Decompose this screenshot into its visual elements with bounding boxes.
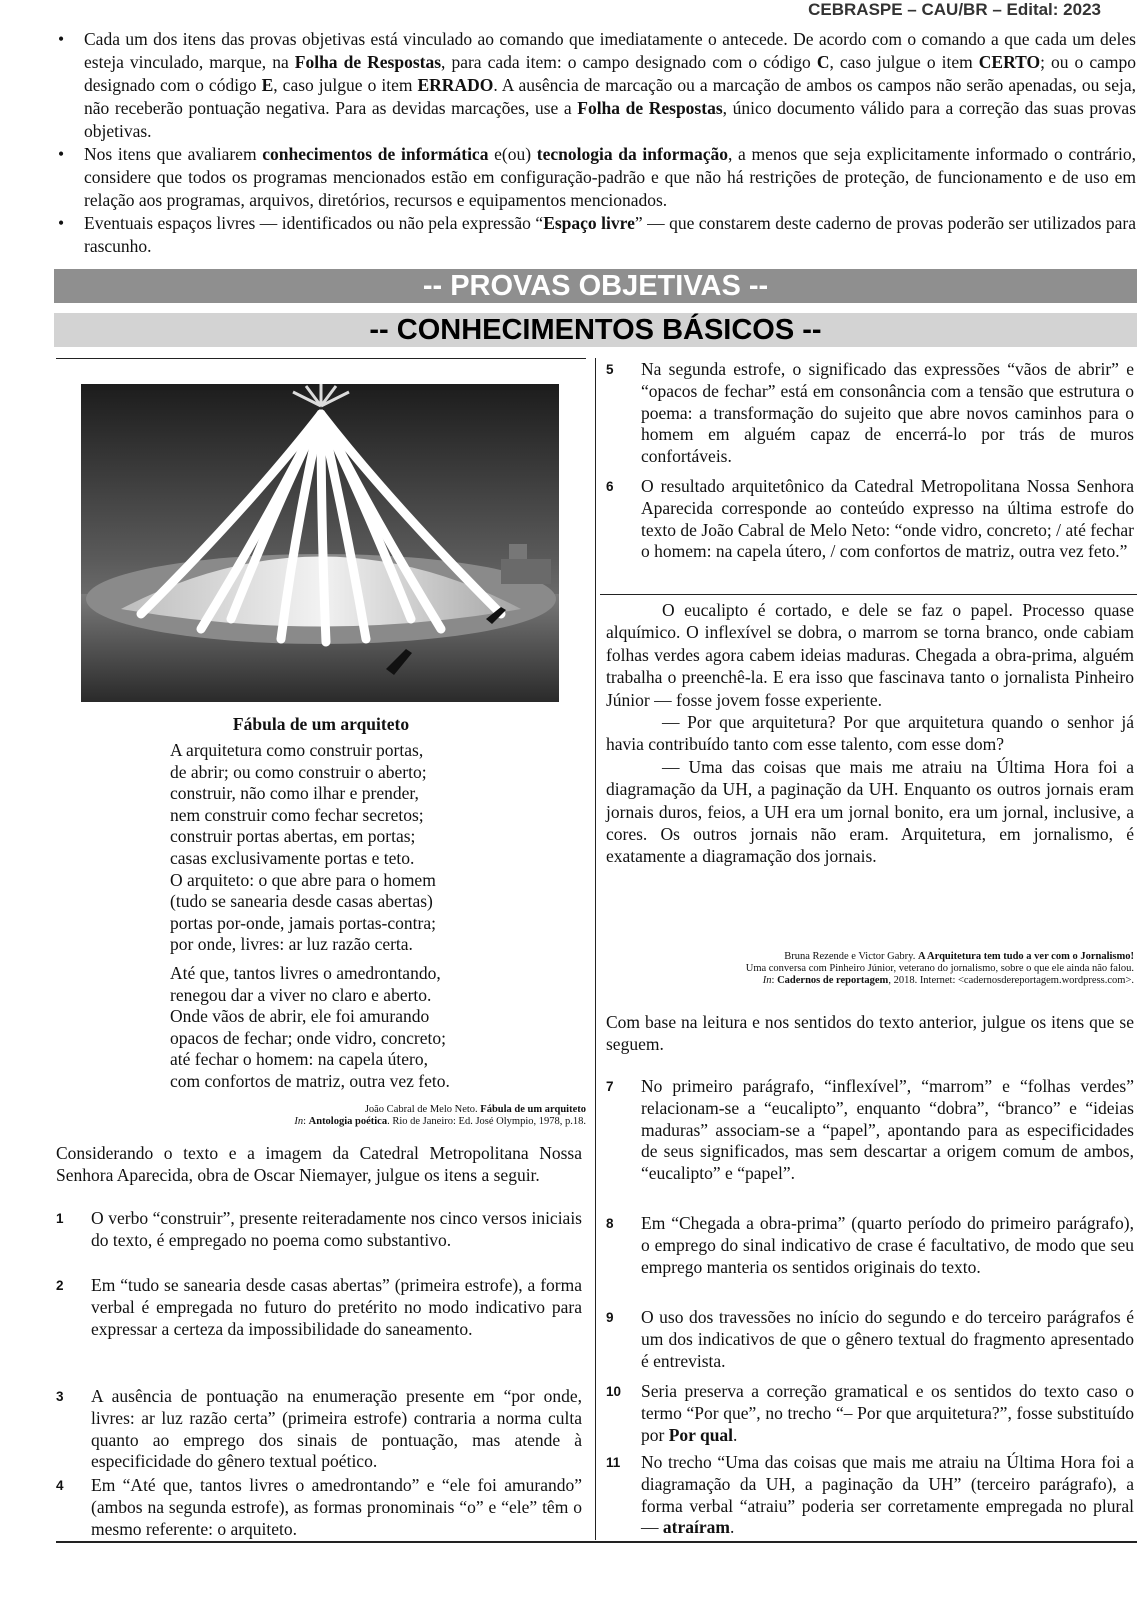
question-item: 1 O verbo “construir”, presente reiteradamente nos cinco versos iniciais do texto, é empregado no poema como substantivo. [56,1208,582,1250]
interview-source: Bruna Rezende e Victor Gabry. A Arquitetura tem tudo a ver com o Jornalismo! Uma conversa com Pinheiro Júnior, veterano do jornalismo, sobre o que ele ainda não falou. In: Cadernos de reportagem, 2018. Internet: <cadernosdereportagem.wordpress.com>. [745,951,1134,986]
instruction-item: • Nos itens que avaliarem conhecimentos de informática e(ou) tecnologia da informação, a menos que seja explicitamente informado o contrário, considere que todos os programas mencionados estão em configuração-padrão e que não há restrições de proteção, de funcionamento e de uso em relação aos programas, arquivos, diretórios, recursos e equipamentos mencionados. [56,143,1136,212]
question-item: 2 Em “tudo se sanearia desde casas abertas” (primeira estrofe), a forma verbal é empregada no futuro do pretérito no modo indicativo para expressar a certeza da impossibilidade do saneamento. [56,1275,582,1339]
poem-line: nem construir como fechar secretos; [170,804,424,825]
question-item: 4 Em “Até que, tantos livres o amedrontando” e “ele foi amurando” (ambos na segunda estrofe), as formas pronominais “o” e “ele” têm o mesmo referente: o arquiteto. [56,1475,582,1539]
interview-text [606,599,1134,868]
poem-line: com confortos de matriz, outra vez feto. [170,1070,450,1091]
instruction-item: • Cada um dos itens das provas objetivas está vinculado ao comando que imediatamente o antecede. De acordo com o comando a que cada um deles esteja vinculado, marque, na Folha de Respostas, para cada item: o campo designado com o código C, caso julgue o item CERTO; ou o campo designado com o código E, caso julgue o item ERRADO. A ausência de marcação ou a marcação de ambos os campos não serão apenadas, ou seja, não receberão pontuação negativa. Para as devidas marcações, use a Folha de Respostas, único documento válido para a correção das suas provas objetivas. [56,28,1136,143]
divider [56,1541,1137,1543]
instruction-item: • Eventuais espaços livres — identificados ou não pela expressão “Espaço livre” — que constarem deste caderno de provas poderão ser utilizados para rascunho. [56,212,1136,258]
column-divider [595,358,596,1540]
poem-source: João Cabral de Melo Neto. Fábula de um arquiteto In: Antologia poética. Rio de Janeiro: Ed. José Olympio, 1978, p.18. [294,1104,586,1127]
poem-line: até fechar o homem: na capela útero, [170,1049,428,1070]
poem-title: Fábula de um arquiteto [232,714,410,734]
section-banner-provas: -- PROVAS OBJETIVAS -- [54,269,1137,303]
questions-intro-2: Com base na leitura e nos sentidos do texto anterior, julgue os itens que se seguem. [606,1012,1134,1055]
question-item: 9 O uso dos travessões no início do segundo e do terceiro parágrafos é um dos indicativos de que o gênero textual do fragmento apresentado é entrevista. [606,1307,1134,1371]
poem-line: O arquiteto: o que abre para o homem [170,869,436,890]
paragraph: — Uma das coisas que mais me atraiu na Última Hora foi a diagramação da UH, a paginação da UH. Enquanto os outros jornais eram jornais duros, feios, a UH era um jornal bonito, era um jornal, inclusive, a cores. Os outros jornais não eram. Arquitetura, em jornalismo, é exatamente a diagramação dos jornais. [606,756,1134,867]
poem-line: portas por-onde, jamais portas-contra; [170,912,436,933]
paragraph: O eucalipto é cortado, e dele se faz o papel. Processo quase alquímico. O inflexível se dobra, o marrom se torna branco, onde cabiam folhas verdes agora cabem ideias maduras. Chegada a obra-prima, alguém trabalha o preenchê-la. E era isso que fascinava tanto o jornalista Pinheiro Júnior — fosse jovem fosse experiente. [606,600,1134,710]
poem-line: (tudo se sanearia desde casas abertas) [170,891,433,912]
instructions-list [56,28,1136,258]
questions-intro-1: Considerando o texto e a imagem da Catedral Metropolitana Nossa Senhora Aparecida, obra de Oscar Niemayer, julgue os itens a seguir. [56,1143,582,1185]
poem-line: casas exclusivamente portas e teto. [170,847,415,868]
poem-stanza-1 [170,740,436,956]
question-item: 3 A ausência de pontuação na enumeração presente em “por onde, livres: ar luz razão certa” (primeira estrofe) contraria a norma culta quanto ao emprego dos sinais de pontuação, mas atende à especificidade do gênero textual poético. [56,1386,582,1472]
poem-line: de abrir; ou como construir o aberto; [170,761,427,782]
poem-line: opacos de fechar; onde vidro, concreto; [170,1027,446,1048]
divider [56,358,586,359]
question-item: 10 Seria preserva a correção gramatical e os sentidos do texto caso o termo “Por que”, no trecho “– Por que arquitetura?”, fosse substituído por Por qual. [606,1381,1134,1445]
poem-line: renegou dar a viver no claro e aberto. [170,984,432,1005]
exam-header: CEBRASPE – CAU/BR – Edital: 2023 [808,0,1101,19]
question-item: 11 No trecho “Uma das coisas que mais me atraiu na Última Hora foi a diagramação da UH, a paginação da UH” (terceiro parágrafo), a forma verbal “atraiu” poderia ser corretamente empregada no plural — atraíram. [606,1452,1134,1538]
poem-line: Até que, tantos livres o amedrontando, [170,963,441,983]
question-item: 8 Em “Chegada a obra-prima” (quarto período do primeiro parágrafo), o emprego do sinal indicativo de crase é facultativo, de modo que seu emprego manteria os sentidos originais do texto. [606,1213,1134,1277]
question-item: 6 O resultado arquitetônico da Catedral Metropolitana Nossa Senhora Aparecida corresponde ao conteúdo expresso na última estrofe do texto de João Cabral de Melo Neto: “onde vidro, concreto; / até fechar o homem: na capela útero, / com confortos de matriz, outra vez feto.” [606,476,1134,562]
poem-line: construir, não como ilhar e prender, [170,783,419,804]
question-item: 5 Na segunda estrofe, o significado das expressões “vãos de abrir” e “opacos de fechar” está em consonância com a tensão que estrutura o poema: a transformação do sujeito que abre novos caminhos para o homem em alguém capaz de encerrá-lo por trás de muros confortáveis. [606,359,1134,467]
poem-stanza-2 [170,963,450,1093]
poem-line: Onde vãos de abrir, ele foi amurando [170,1006,430,1027]
question-item: 7 No primeiro parágrafo, “inflexível”, “marrom” e “folhas verdes” relacionam-se a “eucalipto”, enquanto “dobra”, “branco” e “ideias maduras” associam-se a “papel”, apontando para as especificidades de seus significados, mas sem descartar a origem comum de ambos, “eucalipto” e “papel”. [606,1076,1134,1184]
paragraph: — Por que arquitetura? Por que arquitetura quando o senhor já havia contribuído tanto com esse talento, com esse dom? [606,712,1134,755]
divider [600,594,1137,595]
poem-line: por onde, livres: ar luz razão certa. [170,934,413,955]
poem-line: A arquitetura como construir portas, [170,740,424,760]
cathedral-photo [81,384,559,702]
section-banner-basicos: -- CONHECIMENTOS BÁSICOS -- [54,313,1137,347]
poem-line: construir portas abertas, em portas; [170,826,416,847]
